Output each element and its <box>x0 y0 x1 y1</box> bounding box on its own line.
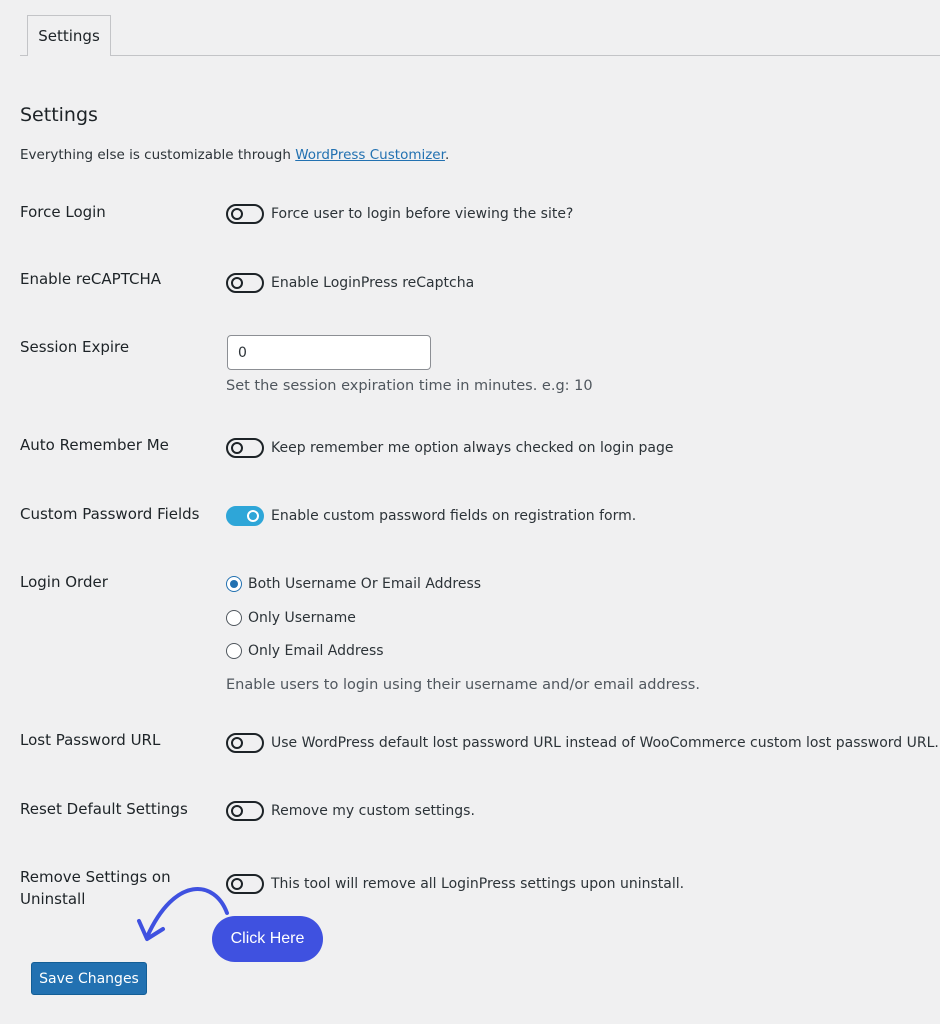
intro-prefix: Everything else is customizable through <box>20 147 296 163</box>
reset-default-control <box>226 801 475 821</box>
session-expire-input[interactable] <box>227 335 431 370</box>
recaptcha-control <box>226 273 474 293</box>
lost-password-toggle[interactable] <box>226 733 264 753</box>
tab-bar-divider <box>20 55 940 56</box>
recaptcha-desc: Enable LoginPress reCaptcha <box>271 275 475 291</box>
recaptcha-toggle[interactable] <box>226 273 264 293</box>
remove-uninstall-label-line1: Remove Settings on <box>20 868 171 886</box>
tab-active-cover <box>28 54 110 57</box>
tab-settings[interactable]: Settings <box>27 15 111 55</box>
login-order-option-username[interactable] <box>226 610 356 626</box>
force-login-control <box>226 204 573 224</box>
force-login-desc: Force user to login before viewing the site? <box>271 206 574 222</box>
wordpress-customizer-link[interactable]: WordPress Customizer <box>295 147 445 163</box>
reset-default-desc: Remove my custom settings. <box>271 803 475 819</box>
toggle-knob <box>231 208 243 220</box>
page-title: Settings <box>20 104 98 126</box>
save-changes-button[interactable]: Save Changes <box>31 962 147 995</box>
reset-default-toggle[interactable] <box>226 801 264 821</box>
radio-both-username-email[interactable] <box>226 576 242 592</box>
reset-default-label: Reset Default Settings <box>20 800 188 818</box>
toggle-knob <box>231 805 243 817</box>
auto-remember-toggle[interactable] <box>226 438 264 458</box>
remove-uninstall-label-line2: Uninstall <box>20 890 86 908</box>
radio-label: Only Email Address <box>248 643 384 659</box>
recaptcha-label: Enable reCAPTCHA <box>20 270 162 288</box>
login-order-label: Login Order <box>20 573 108 591</box>
login-order-option-email[interactable] <box>226 643 384 659</box>
force-login-label: Force Login <box>20 203 106 221</box>
login-order-help: Enable users to login using their username and/or email address. <box>226 677 700 693</box>
toggle-knob <box>231 442 243 454</box>
login-order-option-both[interactable] <box>226 576 481 592</box>
toggle-knob <box>231 277 243 289</box>
intro-text <box>20 147 449 163</box>
click-here-callout: Click Here <box>212 916 323 962</box>
remove-uninstall-desc: This tool will remove all LoginPress settings upon uninstall. <box>271 876 685 892</box>
radio-label: Both Username Or Email Address <box>248 576 482 592</box>
custom-password-label: Custom Password Fields <box>20 505 200 523</box>
session-expire-label: Session Expire <box>20 338 130 356</box>
custom-password-control <box>226 506 636 526</box>
auto-remember-desc: Keep remember me option always checked on login page <box>271 440 674 456</box>
session-expire-help: Set the session expiration time in minutes. e.g: 10 <box>226 378 593 394</box>
lost-password-label: Lost Password URL <box>20 731 161 749</box>
auto-remember-label: Auto Remember Me <box>20 436 169 454</box>
remove-uninstall-control <box>226 874 684 894</box>
radio-only-email[interactable] <box>226 643 242 659</box>
auto-remember-control <box>226 438 674 458</box>
radio-label: Only Username <box>248 610 356 626</box>
intro-suffix: . <box>444 147 450 163</box>
toggle-knob <box>231 737 243 749</box>
custom-password-toggle[interactable] <box>226 506 264 526</box>
toggle-knob <box>247 510 259 522</box>
force-login-toggle[interactable] <box>226 204 264 224</box>
lost-password-control <box>226 733 939 753</box>
lost-password-desc: Use WordPress default lost password URL instead of WooCommerce custom lost password URL. <box>271 735 939 751</box>
custom-password-desc: Enable custom password fields on registration form. <box>271 508 637 524</box>
radio-only-username[interactable] <box>226 610 242 626</box>
